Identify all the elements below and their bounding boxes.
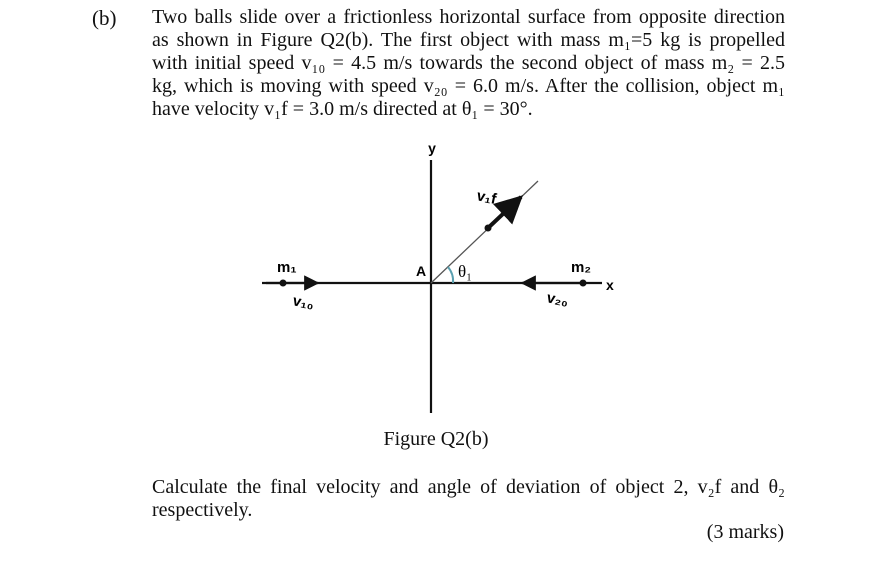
x-axis-label: x (606, 277, 614, 293)
problem-line-2: as shown in Figure Q2(b). The first object with mass m₁=5 kg is propelled (152, 29, 785, 51)
m2-label: m₂ (571, 259, 592, 276)
question-line-2: respectively. (152, 499, 253, 521)
m1-label: m₁ (277, 259, 297, 276)
problem-line-1: Two balls slide over a frictionless horizontal surface from opposite direction (152, 6, 785, 28)
m1-ball-after (485, 225, 492, 232)
question-text (152, 476, 785, 522)
problem-line-3: with initial speed v₁₀ = 4.5 m/s towards the second object of mass m₂ = 2.5 (152, 52, 785, 74)
v1f-label: v₁f (475, 187, 498, 208)
y-axis-label: y (428, 140, 436, 156)
v10-label: v₁₀ (291, 292, 316, 314)
problem-line-5: have velocity v₁f = 3.0 m/s directed at θ₁ = 30°. (152, 98, 533, 120)
origin-label: A (416, 263, 427, 279)
v20-label: v₂₀ (545, 289, 571, 311)
figure-caption: Figure Q2(b) (383, 428, 489, 450)
m2-ball (580, 280, 587, 287)
question-line-1: Calculate the final velocity and angle of deviation of object 2, v₂f and θ₂ (152, 476, 785, 498)
theta1-label: θ₁ (458, 262, 473, 281)
theta1-arc (448, 267, 453, 283)
part-label: (b) (92, 6, 117, 30)
m1-ball (280, 280, 287, 287)
problem-line-4: kg, which is moving with speed v₂₀ = 6.0 m/s. After the collision, object m₁ (152, 75, 785, 97)
marks-label: (3 marks) (706, 521, 784, 543)
